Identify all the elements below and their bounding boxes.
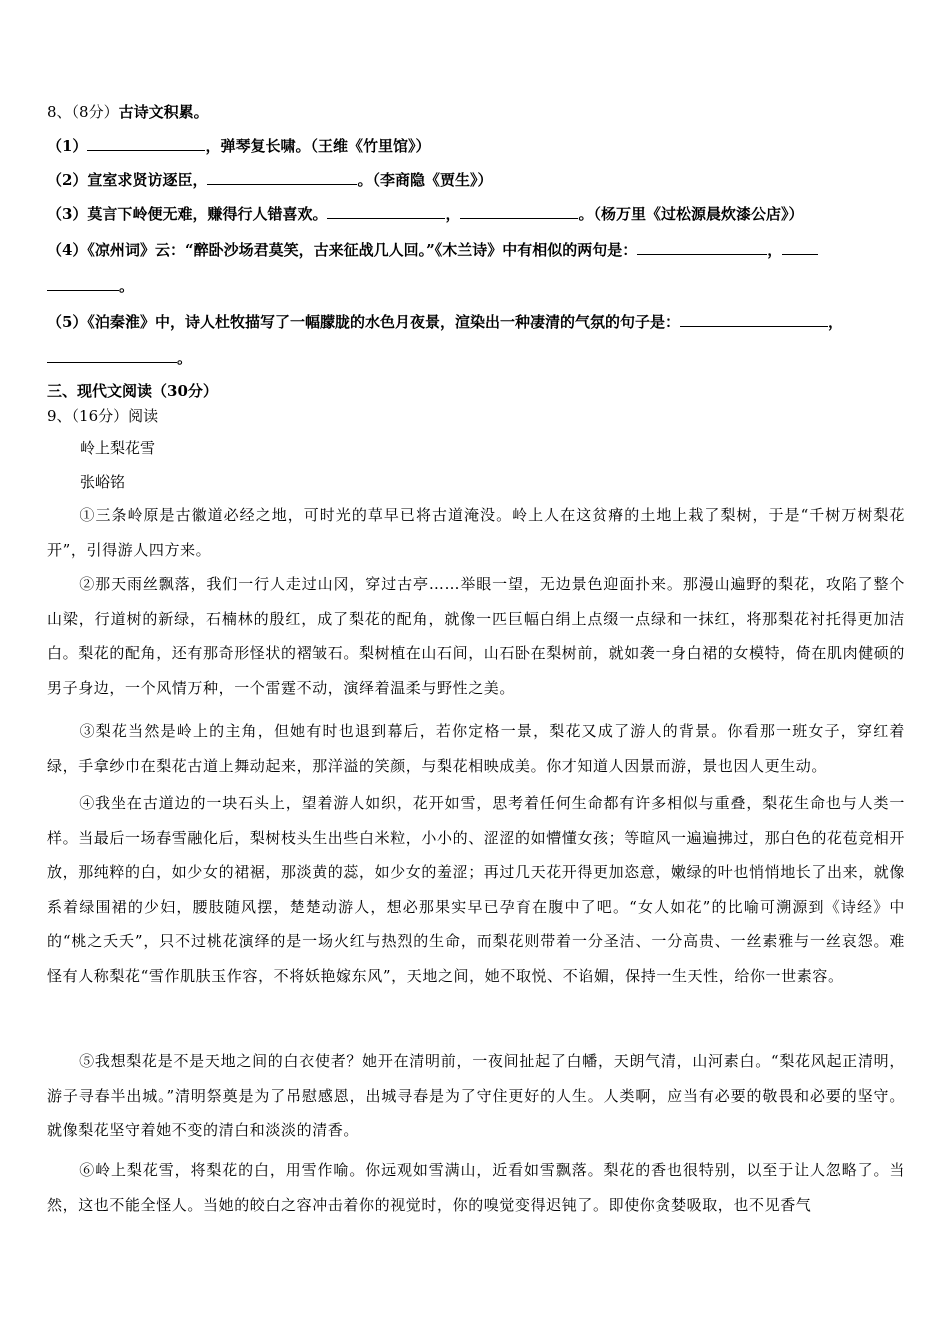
- q8-item-5-text: （5）《泊秦淮》中，诗人杜牧描写了一幅朦胧的水色月夜景，渲染出一种凄清的气氛的句子是：: [47, 313, 680, 331]
- q8-item-1-text: ，弹琴复长啸。（王维《竹里馆》）: [205, 137, 431, 155]
- q8-item-5: [47, 312, 843, 332]
- section-title: 三、现代文阅读（30分）: [47, 382, 218, 400]
- answer-blank[interactable]: [782, 240, 818, 255]
- q9-heading: 9、（16分）阅读: [47, 407, 159, 425]
- article-paragraph-4: ④我坐在古道边的一块石头上，望着游人如织，花开如雪，思考着任何生命都有许多相似与重叠，梨花生命也与人类一样。当最后一场春雪融化后，梨树枝头生出些白米粒，小小的、涩涩的如懵懂女孩；等暄风一遍遍拂过，那白色的花苞竞相开放，那纯粹的白，如少女的裙裾，那淡黄的蕊，如少女的羞涩；再过几天花开得更加恣意，嫩绿的叶也悄悄地长了出来，就像系着绿围裙的少妇，腰肢随风摆，楚楚动游人，想必那果实早已孕育在腹中了吧。“女人如花”的比喻可溯源到《诗经》中的“桃之夭夭”，只不过桃花演绎的是一场火红与热烈的生命，而梨花则带着一分圣洁、一分高贵、一丝素雅与一丝哀怨。难怪有人称梨花“雪作肌肤玉作容，不将妖艳嫁东风”，天地之间，她不取悦、不谄媚，保持一生天性，给你一世素容。: [47, 794, 906, 985]
- q8-heading-prefix: 8、（8分）: [47, 103, 119, 121]
- q8-item-1-label: （1）: [47, 137, 88, 155]
- article-paragraph-1: ①三条岭原是古徽道必经之地，可时光的草早已将古道淹没。岭上人在这贫瘠的土地上栽了梨树，于是“千树万树梨花开”，引得游人四方来。: [47, 506, 905, 559]
- q8-item-3-source: 。（杨万里《过松源晨炊漆公店》）: [578, 205, 804, 223]
- article-paragraph-5: ⑤我想梨花是不是天地之间的白衣使者？她开在清明前，一夜间扯起了白幡，天朗气清，山河素白。“梨花风起正清明，游子寻春半出城。”清明祭奠是为了吊慰感恩，出城寻春是为了守住更好的人生。人类啊，应当有必要的敬畏和必要的坚守。就像梨花坚守着她不变的清白和淡淡的清香。: [47, 1052, 905, 1139]
- q8-item-2-source: 。（李商隐《贾生》）: [357, 171, 493, 189]
- answer-blank[interactable]: [87, 136, 205, 151]
- answer-blank[interactable]: [637, 240, 767, 255]
- period: 。: [177, 349, 193, 367]
- answer-blank[interactable]: [47, 348, 177, 363]
- q8-item-4: [47, 240, 818, 260]
- q8-item-2: [47, 170, 492, 190]
- period: 。: [119, 277, 135, 295]
- answer-blank[interactable]: [460, 204, 578, 219]
- q8-item-1: [47, 136, 430, 156]
- article-paragraph-6: ⑥岭上梨花雪，将梨花的白，用雪作喻。你远观如雪满山，近看如雪飘落。梨花的香也很特别，以至于让人忽略了。当然，这也不能全怪人。当她的皎白之容冲击着你的视觉时，你的嗅觉变得迟钝了。即使你贪婪吸取，也不见香气: [47, 1161, 905, 1214]
- q8-item-3-text: （3）莫言下岭便无难，赚得行人错喜欢。: [47, 205, 328, 223]
- q8-item-4-text: （4）《凉州词》云：“醉卧沙场君莫笑，古来征战几人回。”《木兰诗》中有相似的两句是：: [47, 241, 638, 259]
- comma: ，: [445, 205, 461, 223]
- q8-item-3: [47, 204, 803, 224]
- comma: ，: [767, 241, 783, 259]
- article-title: 岭上梨花雪: [80, 439, 156, 457]
- q8-item-5-cont: [47, 348, 192, 368]
- article-author: 张峪铭: [80, 473, 126, 491]
- answer-blank[interactable]: [47, 276, 119, 291]
- answer-blank[interactable]: [680, 312, 828, 327]
- answer-blank[interactable]: [327, 204, 445, 219]
- q8-heading: [47, 102, 209, 122]
- q8-item-4-cont: [47, 276, 134, 296]
- answer-blank[interactable]: [207, 170, 357, 185]
- comma: ，: [827, 313, 843, 331]
- q8-item-2-text: （2）宣室求贤访逐臣，: [47, 171, 208, 189]
- article-paragraph-3: ③梨花当然是岭上的主角，但她有时也退到幕后，若你定格一景，梨花又成了游人的背景。你看那一班女子，穿红着绿，手拿纱巾在梨花古道上舞动起来，那洋溢的笑颜，与梨花相映成美。你才知道人因景而游，景也因人更生动。: [47, 722, 905, 775]
- article-paragraph-2: ②那天雨丝飘落，我们一行人走过山冈，穿过古亭……举眼一望，无边景色迎面扑来。那漫山遍野的梨花，攻陷了整个山梁，行道树的新绿，石楠林的殷红，成了梨花的配角，就像一匹巨幅白绢上点缀一点绿和一抹红，将那梨花衬托得更加洁白。梨花的配角，还有那奇形怪状的褶皱石。梨树植在山石间，山石卧在梨树前，就如袭一身白裙的女模特，倚在肌肉健硕的男子身边，一个风情万种，一个雷霆不动，演绎着温柔与野性之美。: [47, 575, 906, 697]
- q8-heading-main: 古诗文积累。: [118, 103, 209, 121]
